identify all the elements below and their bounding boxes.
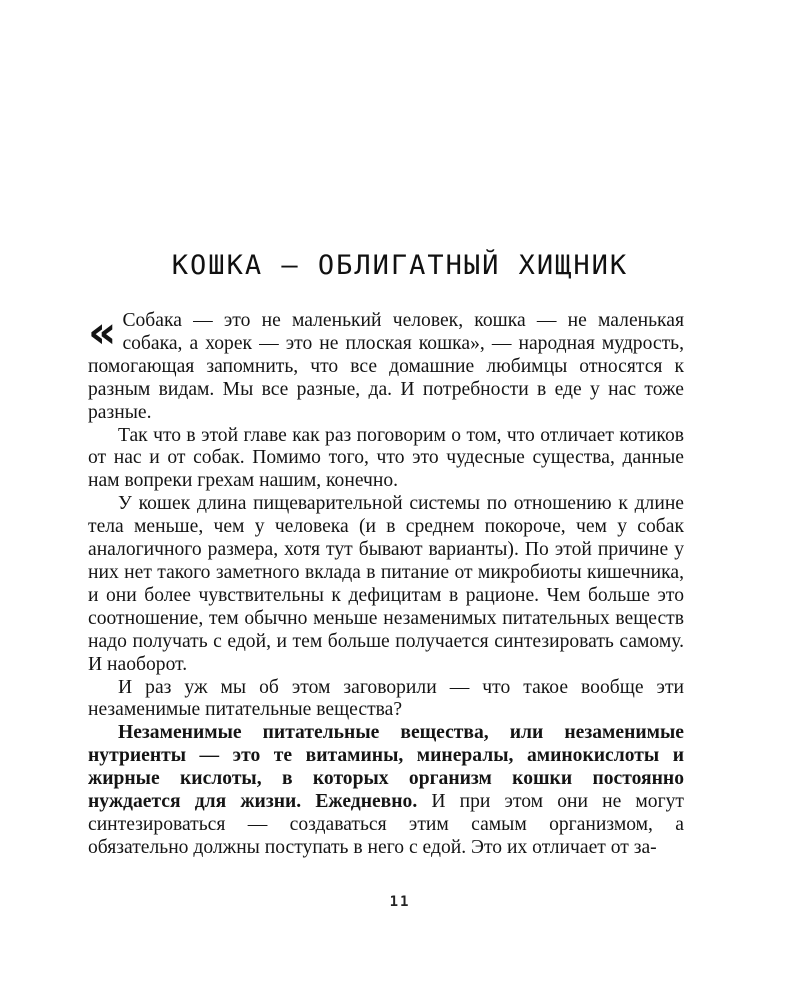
paragraph-5-bold-definition: Незаменимые питательные вещества, или незаменимые нутриенты — это те витамины, минералы, аминокислоты и жирные кислоты, в которых организм кошки постоянно нуждается для жизни. Ежедневно. bbox=[88, 722, 684, 813]
paragraph-4-text: И раз уж мы об этом заговорили — что такое вообще эти незаменимые питательные вещества? bbox=[88, 676, 684, 721]
paragraph-3 bbox=[88, 493, 684, 676]
page-number: 11 bbox=[389, 894, 411, 910]
paragraph-3-text: У кошек длина пищеварительной системы по отношению к длине тела меньше, чем у человека (и в среднем покороче, чем у собак аналогичного размера, хотя тут бывают варианты). По этой причине у них нет такого заметного вклада в питание от микробиоты кишечника, и они более чувствительны к дефицитам в рационе. Чем больше это соотношение, тем обычно меньше незаменимых питательных веществ надо получать с едой, и тем больше получается синтезировать самому. И наоборот. bbox=[88, 493, 684, 675]
paragraph-1 bbox=[88, 307, 684, 425]
opening-quote-mark: « bbox=[88, 307, 117, 358]
paragraph-2 bbox=[88, 425, 684, 494]
paragraph-5-text: И при этом они не могут синтезироваться — создаваться этим самым организмом, а обязательно должны поступать в него с едой. Это их отличает от за- bbox=[88, 791, 684, 858]
body-text bbox=[88, 307, 684, 860]
chapter-title: КОШКА — ОБЛИГАТНЫЙ ХИЩНИК bbox=[171, 250, 629, 281]
paragraph-4 bbox=[88, 677, 684, 723]
paragraph-2-text: Так что в этой главе как раз поговорим о том, что отличает котиков от нас и от собак. Помимо того, что это чудесные существа, данные нам вопреки грехам нашим, конечно. bbox=[88, 424, 684, 492]
paragraph-5 bbox=[88, 722, 684, 859]
paragraph-1-text: Собака — это не маленький человек, кошка — не маленькая собака, а хорек — это не плоская кошка», — народная мудрость, помогающая запомнить, что все домашние любимцы относятся к разным видам. Мы все разные, да. И потребности в еде у нас тоже разные. bbox=[88, 310, 684, 423]
